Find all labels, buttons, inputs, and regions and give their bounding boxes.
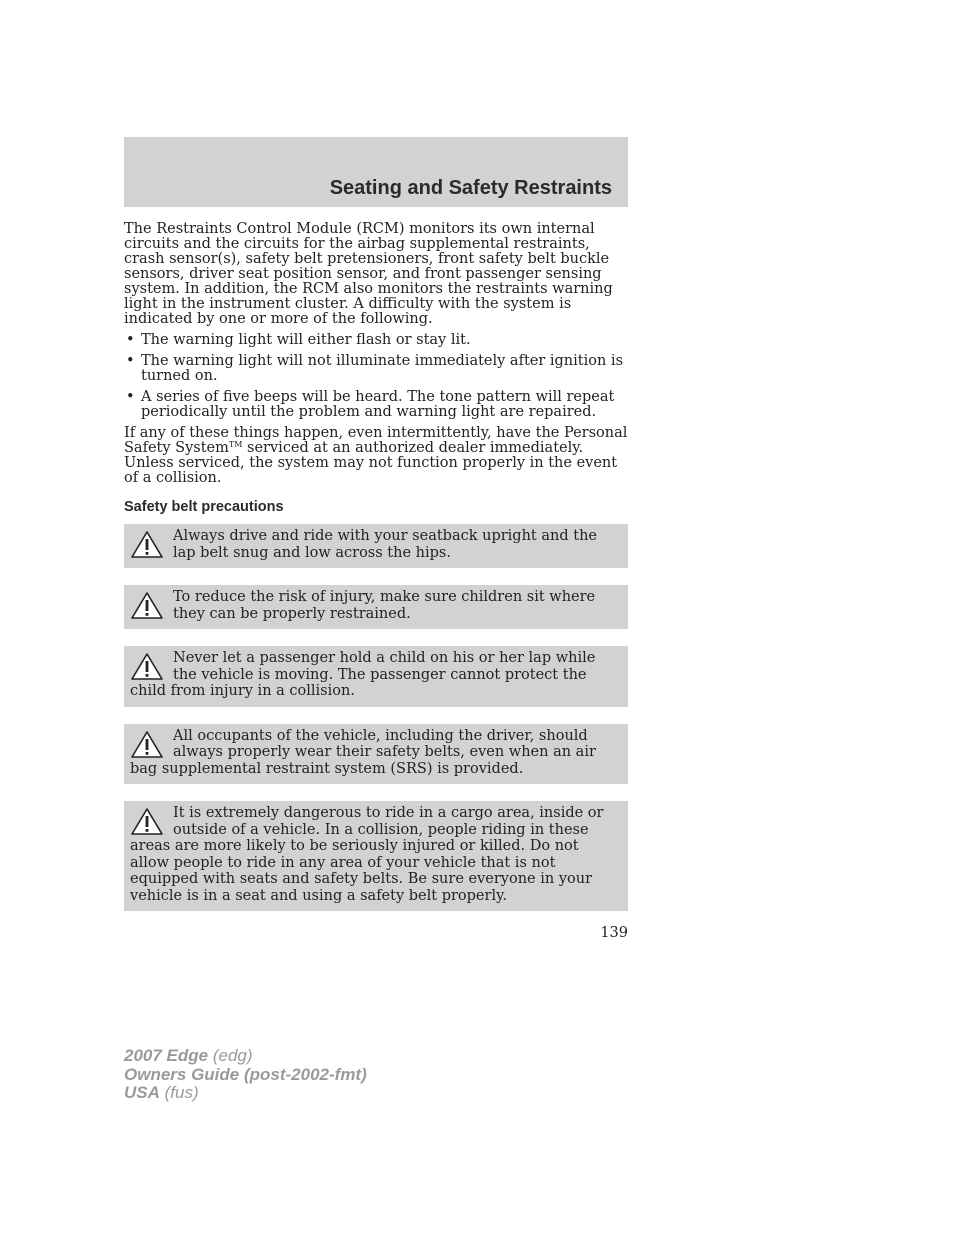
warning-box: [124, 724, 628, 785]
warning-box: [124, 585, 628, 629]
main-content: [124, 222, 628, 928]
trademark-mark: TM: [228, 440, 243, 449]
footer-line-market: USA (fus): [124, 1083, 199, 1102]
section-heading: Safety belt precautions: [124, 499, 284, 515]
warning-box: [124, 801, 628, 911]
warning-text: Always drive and ride with your seatback upright and the lap belt snug and low across the hips.: [173, 528, 597, 561]
list-item: • A series of five beeps will be heard. The tone pattern will repeat periodically until the problem and warning light are repaired.: [124, 390, 628, 420]
list-item: • The warning light will not illuminate immediately after ignition is turned on.: [124, 354, 628, 384]
warning-triangle-icon: [130, 807, 164, 837]
list-item: • The warning light will either flash or stay lit.: [124, 333, 628, 348]
footer-line-guide: Owners Guide (post-2002-fmt): [124, 1064, 367, 1084]
warning-triangle-icon: [130, 591, 164, 621]
symptom-list: [124, 333, 628, 420]
warning-triangle-icon: [130, 652, 164, 682]
warning-box: [124, 646, 628, 707]
warning-box: [124, 524, 628, 568]
document-footer: [124, 1047, 367, 1103]
warning-triangle-icon: [130, 530, 164, 560]
warning-triangle-icon: [130, 730, 164, 760]
header-band: [124, 137, 628, 207]
footer-line-model: 2007 Edge (edg): [124, 1046, 253, 1065]
intro-paragraph: The Restraints Control Module (RCM) monitors its own internal circuits and the circuits for the airbag supplemental restraints, crash sensor(s), safety belt pretensioners, front safety belt buckle sensors, driver seat position sensor, and front passenger sensing system. In addition, the RCM also monitors the restraints warning light in the instrument cluster. A difficulty with the system is indicated by one or more of the following.: [124, 221, 613, 327]
followup-text-before: If any of these things happen, even intermittently, have the Personal Safety System: [124, 425, 628, 456]
page-number: 139: [600, 925, 628, 941]
warning-text: All occupants of the vehicle, including the driver, should always properly wear their safety belts, even when an air bag supplemental restraint system (SRS) is provided.: [130, 727, 596, 777]
warning-text: It is extremely dangerous to ride in a cargo area, inside or outside of a vehicle. In a collision, people riding in these areas are more likely to be seriously injured or killed. Do not allow people to ride in any area of your vehicle that is not equipped with seats and safety belts. Be sure everyone in your vehicle is in a seat and using a safety belt properly.: [130, 805, 604, 904]
warning-text: To reduce the risk of injury, make sure children sit where they can be properly restrained.: [173, 589, 596, 622]
followup-paragraph: [124, 426, 628, 486]
page-title: Seating and Safety Restraints: [329, 177, 612, 199]
warning-text: Never let a passenger hold a child on his or her lap while the vehicle is moving. The passenger cannot protect the child from injury in a collision.: [130, 650, 596, 699]
followup-text-after: serviced at an authorized dealer immediately. Unless serviced, the system may not function properly in the event of a collision.: [124, 440, 618, 486]
